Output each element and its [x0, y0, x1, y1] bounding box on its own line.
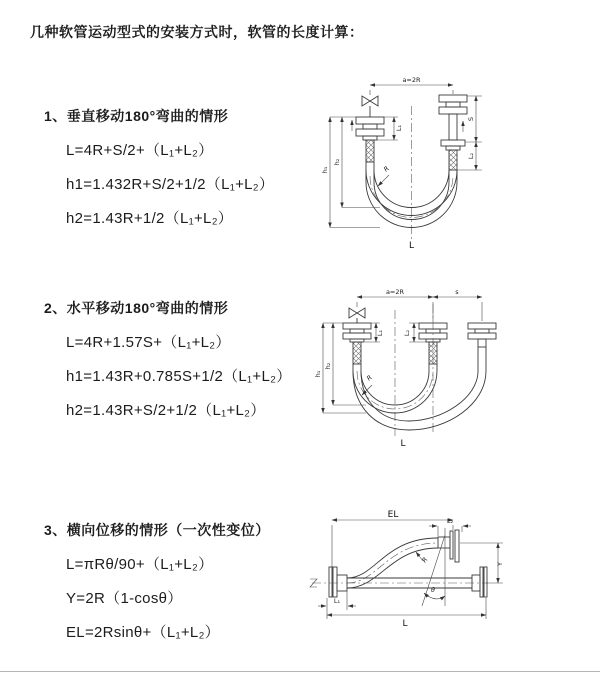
right-fitting-moved-position: [468, 323, 496, 347]
section-vertical-movement: [44, 106, 274, 228]
dim-label-length: L: [402, 619, 408, 629]
formula-length: L=πRθ/90+（L₁+L₂）: [66, 556, 214, 573]
dim-label-length: L: [408, 241, 415, 251]
formula-el: EL=2Rsinθ+（L₁+L₂）: [66, 624, 220, 641]
dim-label-a2r: a=2R: [402, 76, 421, 84]
dim-label-l2: L₂: [403, 329, 411, 337]
left-fitting: [343, 323, 371, 364]
section-horizontal-movement: [44, 298, 292, 420]
dim-label-radius: R: [365, 373, 374, 383]
l-extension-lines: [327, 598, 486, 619]
dim-label-h1: h₁: [314, 370, 322, 378]
right-flange-original-position: [472, 567, 487, 597]
dim-label-l1: L₁: [395, 124, 403, 132]
dim-label-a2r: a=2R: [385, 288, 405, 296]
formula-h2: h2=1.43R+S/2+1/2（L₁+L₂）: [66, 402, 266, 419]
diagram-vertical-u-bend: [306, 70, 578, 260]
valve-icon: [362, 96, 378, 117]
dim-label-length: L: [400, 439, 406, 449]
dim-label-l1: L₁: [376, 329, 384, 337]
dim-label-l2: L₂: [446, 517, 454, 525]
formula-h1: h1=1.432R+S/2+1/2（L₁+L₂）: [66, 176, 275, 193]
dim-label-s: S: [467, 116, 475, 122]
dim-label-h2: h₂: [333, 158, 341, 166]
dim-label-el: EL: [387, 510, 399, 520]
section-3-heading: 3、横向位移的情形（一次性变位）: [44, 522, 270, 538]
dim-label-travel: s: [455, 288, 459, 296]
dim-label-h2: h₂: [324, 362, 332, 370]
left-fitting: [356, 117, 384, 162]
dim-label-radius: R: [420, 555, 430, 565]
left-flange: [329, 567, 347, 597]
formula-h2: h2=1.43R+1/2（L₁+L₂）: [66, 210, 234, 227]
dim-label-h1: h₁: [321, 166, 329, 174]
diagram-horizontal-u-bend: [306, 286, 588, 458]
radius-leader-arrow: [378, 175, 389, 186]
formula-y: Y=2R（1-cosθ）: [66, 590, 183, 607]
dim-label-theta: θ: [431, 586, 435, 594]
h-extension-lines: [330, 117, 380, 228]
hose-arc-position-2: [353, 347, 486, 430]
section-lateral-displacement: [44, 520, 270, 642]
valve-icon: [349, 308, 365, 323]
dim-label-l1: L₁: [333, 597, 341, 605]
dim-label-l2: L₂: [467, 152, 475, 160]
formula-h1: h1=1.43R+0.785S+1/2（L₁+L₂）: [66, 368, 292, 385]
formula-length: L=4R+S/2+（L₁+L₂）: [66, 142, 214, 159]
dim-label-radius: R: [382, 164, 391, 174]
section-1-heading: 1、垂直移动180°弯曲的情形: [44, 108, 229, 124]
dim-label-y: Y: [496, 562, 504, 566]
section-2-heading: 2、水平移动180°弯曲的情形: [44, 300, 229, 316]
page-title: 几种软管运动型式的安装方式时，软管的长度计算：: [30, 24, 364, 40]
formula-length: L=4R+1.57S+（L₁+L₂）: [66, 334, 231, 351]
diagram-lateral-displacement: [298, 503, 590, 651]
el-extension-lines: [332, 525, 453, 567]
extension-lines: [370, 90, 453, 95]
right-fitting: [439, 95, 467, 170]
extension-lines: [357, 302, 482, 321]
